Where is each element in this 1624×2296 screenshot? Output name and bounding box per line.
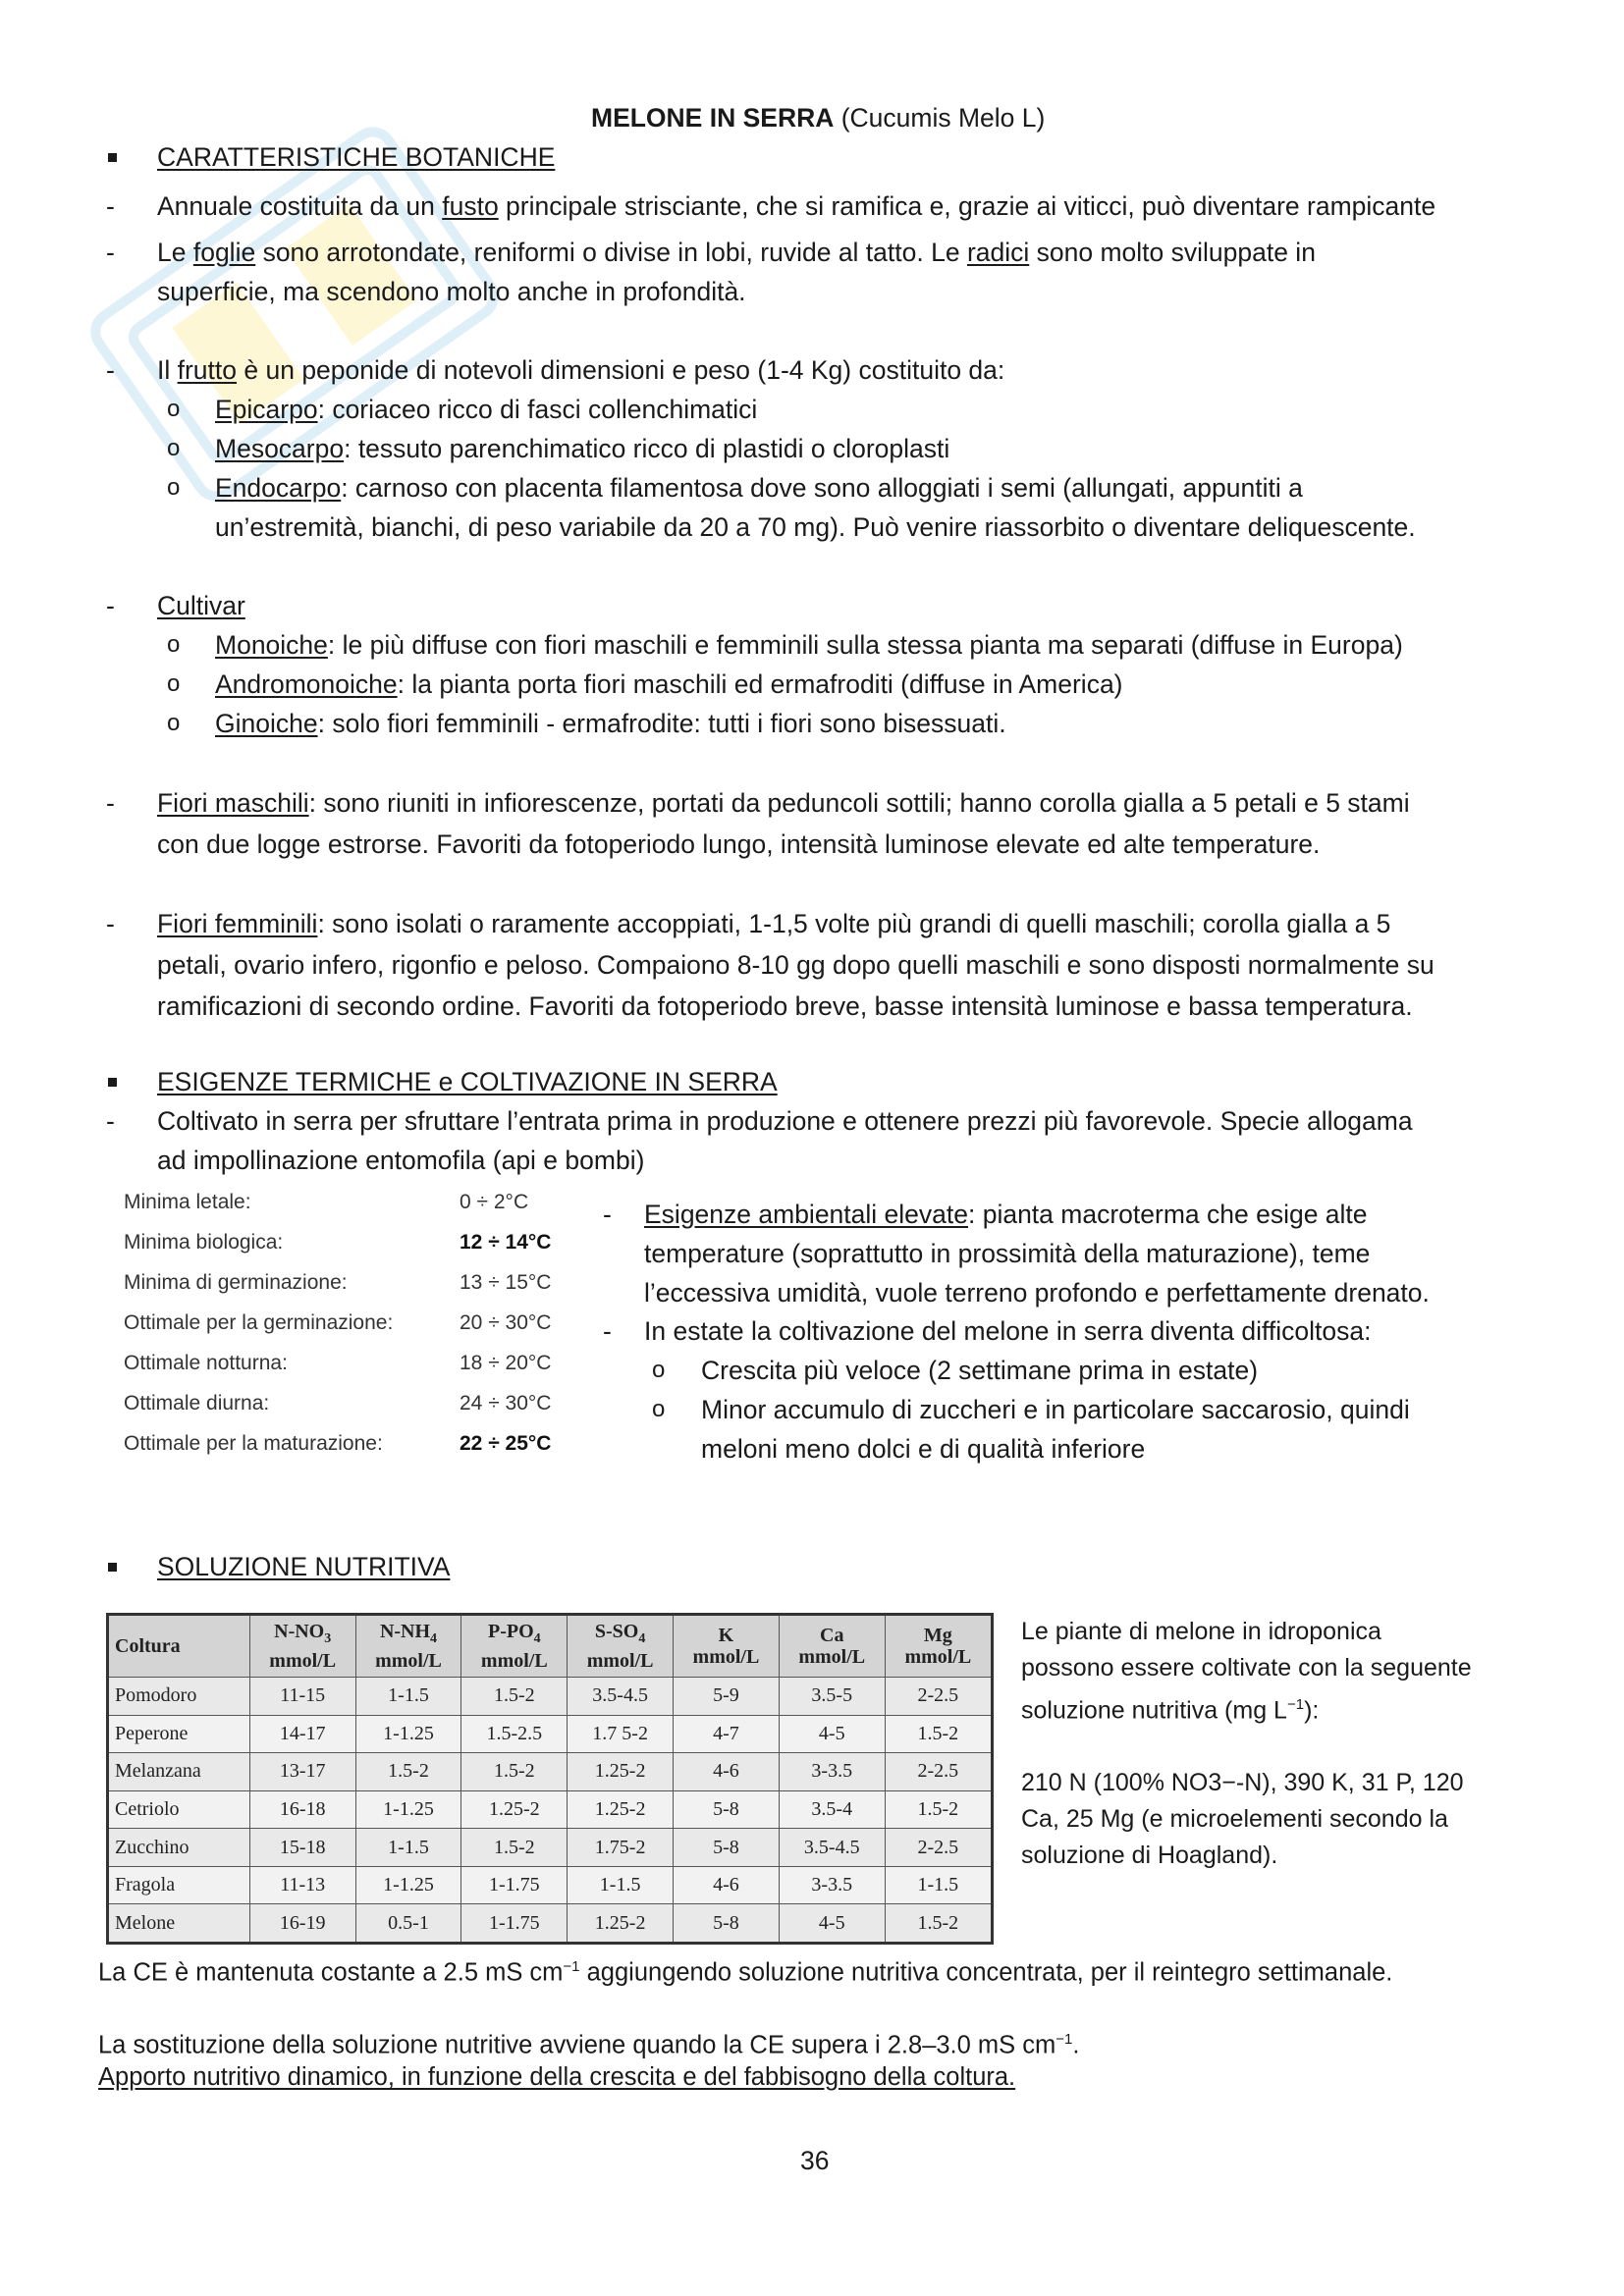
table-cell: 16-19: [249, 1904, 355, 1944]
page-title: MELONE IN SERRA (Cucumis Melo L): [591, 103, 1046, 133]
table-header-cell: [355, 1615, 461, 1678]
hydroponic-note-line: soluzione nutritiva (mg $L^{-1}$):: [1021, 1696, 1320, 1725]
table-cell: 1-1.25: [355, 1866, 461, 1904]
table-cell: 1-1.5: [355, 1829, 461, 1867]
table-cell: 1-1.5: [885, 1866, 992, 1904]
endocarpo-item: Endocarpo: carnoso con placenta filamentosa dove sono alloggiati i semi (allungati, appuntiti a: [215, 473, 1303, 503]
table-cell: 1.5-2: [355, 1753, 461, 1791]
zuccheri-item: Minor accumulo di zuccheri e in particolare saccarosio, quindi: [701, 1395, 1410, 1424]
crop-name-cell: Peperone: [108, 1715, 250, 1753]
header-unit: mmol/L: [480, 1650, 548, 1672]
table-row: [108, 1829, 993, 1867]
table-cell: 3-3.5: [779, 1753, 885, 1791]
temperature-value: 18 ÷ 20°C: [460, 1352, 552, 1374]
hydroponic-note-line: 210 N (100% NO3−-N), 390 K, 31 P, 120: [1021, 1769, 1464, 1797]
temperature-label: Ottimale per la germinazione:: [124, 1311, 394, 1334]
estate-line: In estate la coltivazione del melone in serra diventa difficoltosa:: [644, 1316, 1372, 1346]
table-cell: 1.25-2: [461, 1790, 568, 1829]
circle-bullet: o: [167, 670, 181, 697]
table-cell: 11-15: [249, 1678, 355, 1716]
ce-line-2: La sostituzione della soluzione nutritive avviene quando la CE supera i 2.8–3.0 mS $cm^{-1}$.: [98, 2031, 1080, 2059]
crop-name-cell: Zucchino: [108, 1829, 250, 1867]
temperature-value: 24 ÷ 30°C: [460, 1392, 552, 1415]
endocarpo-item-line2: un’estremità, bianchi, di peso variabile da 20 a 70 mg). Può venire riassorbito o diventare deliquescente.: [215, 512, 1416, 542]
temperature-value: 22 ÷ 25°C: [460, 1432, 552, 1455]
table-cell: 4-6: [674, 1866, 780, 1904]
page-number: 36: [800, 2146, 830, 2175]
dash-bullet: -: [106, 909, 115, 938]
circle-bullet: o: [652, 1357, 666, 1383]
ce-line-3: Apporto nutritivo dinamico, in funzione della crescita e del fabbisogno della coltura.: [98, 2063, 1016, 2091]
esigenze-line1: Coltivato in serra per sfruttare l’entrata prima in produzione e ottenere prezzi più favorevole. Specie allogama: [157, 1106, 1413, 1136]
table-cell: 2-2.5: [885, 1829, 992, 1867]
table-cell: 14-17: [249, 1715, 355, 1753]
table-cell: 3-3.5: [779, 1866, 885, 1904]
table-cell: 1.5-2: [461, 1829, 568, 1867]
crescita-item: Crescita più veloce (2 settimane prima in estate): [701, 1356, 1259, 1385]
header-unit: mmol/L: [586, 1650, 654, 1672]
fiori-femminili-line1: Fiori femminili: sono isolati o raramente accoppiati, 1-1,5 volte più grandi di quelli maschili; corolla gialla a 5: [157, 909, 1391, 938]
table-cell: 0.5-1: [355, 1904, 461, 1944]
table-cell: 1-1.25: [355, 1790, 461, 1829]
ginoiche-item: Ginoiche: solo fiori femminili - ermafrodite: tutti i fiori sono bisessuati.: [215, 709, 1006, 738]
table-cell: 1-1.5: [568, 1866, 674, 1904]
table-row: [108, 1866, 993, 1904]
crop-name-cell: Melanzana: [108, 1753, 250, 1791]
table-header-cell: [108, 1615, 250, 1678]
circle-bullet: o: [167, 631, 181, 658]
header-top: N-NH: [379, 1621, 431, 1642]
table-cell: 1-1.75: [461, 1904, 568, 1944]
table-header-cell: [461, 1615, 568, 1678]
table-cell: 16-18: [249, 1790, 355, 1829]
table-cell: 4-7: [674, 1715, 780, 1753]
table-cell: 1.25-2: [568, 1753, 674, 1791]
temperature-value: 20 ÷ 30°C: [460, 1311, 552, 1334]
header-unit: mmol/L: [798, 1646, 866, 1668]
table-cell: 4-5: [779, 1715, 885, 1753]
header-top: Ca: [820, 1625, 844, 1646]
table-cell: 5-9: [674, 1678, 780, 1716]
section-heading-soluzione: SOLUZIONE NUTRITIVA: [157, 1552, 451, 1581]
botanica-line-2: Le foglie sono arrotondate, reniformi o divise in lobi, ruvide al tatto. Le radici sono molto sviluppate in: [157, 238, 1316, 267]
table-cell: 11-13: [249, 1866, 355, 1904]
table-cell: 3.5-4.5: [568, 1678, 674, 1716]
table-cell: 5-8: [674, 1904, 780, 1944]
temperature-label: Minima biologica:: [124, 1231, 284, 1254]
crop-name-cell: Pomodoro: [108, 1678, 250, 1716]
table-row: [108, 1790, 993, 1829]
table-cell: 3.5-4: [779, 1790, 885, 1829]
section-heading-botanica: CARATTERISTICHE BOTANICHE: [157, 142, 556, 172]
table-header-cell: [779, 1615, 885, 1678]
dash-bullet: -: [106, 788, 115, 818]
fiori-femminili-line3: ramificazioni di secondo ordine. Favoriti da fotoperiodo breve, basse intensità luminose e bassa temperatura.: [157, 991, 1413, 1021]
table-cell: 15-18: [249, 1829, 355, 1867]
hydroponic-note-line: Ca, 25 Mg (e microelementi secondo la: [1021, 1805, 1448, 1834]
header-unit: mmol/L: [375, 1650, 442, 1672]
dash-bullet: -: [106, 1106, 115, 1136]
header-top: N-NO: [274, 1621, 325, 1642]
botanica-line-2b: superficie, ma scendono molto anche in profondità.: [157, 277, 746, 306]
header-top: Mg: [923, 1625, 952, 1646]
header-top: Coltura: [115, 1635, 181, 1657]
circle-bullet: o: [167, 474, 181, 501]
table-cell: 1-1.75: [461, 1866, 568, 1904]
hydroponic-note: [1021, 1614, 1472, 1874]
header-top: S-SO: [594, 1621, 639, 1642]
table-cell: 1.7 5-2: [568, 1715, 674, 1753]
table-row: [108, 1715, 993, 1753]
bullet-square: [108, 1078, 117, 1087]
header-subscript: 4: [533, 1631, 541, 1646]
table-row: [108, 1678, 993, 1716]
table-cell: 1.75-2: [568, 1829, 674, 1867]
table-cell: 1.5-2: [885, 1715, 992, 1753]
andromonoiche-item: Andromonoiche: la pianta porta fiori maschili ed ermafroditi (diffuse in America): [215, 669, 1123, 699]
table-cell: 1-1.5: [355, 1678, 461, 1716]
header-unit: mmol/L: [904, 1646, 972, 1668]
bullet-square: [108, 1563, 117, 1572]
circle-bullet: o: [652, 1396, 666, 1422]
temperature-value: 13 ÷ 15°C: [460, 1271, 552, 1294]
esigenze-ambientali-line3: l’eccessiva umidità, vuole terreno profondo e perfettamente drenato.: [644, 1278, 1430, 1308]
header-unit: mmol/L: [269, 1650, 337, 1672]
circle-bullet: o: [167, 435, 181, 461]
temperature-value: 12 ÷ 14°C: [460, 1231, 552, 1254]
table-cell: 1.5-2: [461, 1753, 568, 1791]
dash-bullet: -: [106, 191, 115, 221]
crop-name-cell: Fragola: [108, 1866, 250, 1904]
table-cell: 4-6: [674, 1753, 780, 1791]
table-cell: 1.5-2: [885, 1790, 992, 1829]
header-top: K: [718, 1625, 734, 1646]
hydroponic-note-line: soluzione di Hoagland).: [1021, 1842, 1278, 1870]
zuccheri-item-line2: meloni meno dolci e di qualità inferiore: [701, 1434, 1146, 1464]
table-header-cell: [674, 1615, 780, 1678]
botanica-line-1: Annuale costituita da un fusto principale strisciante, che si ramifica e, grazie ai viticci, può diventare rampicante: [157, 191, 1436, 221]
temperature-label: Minima letale:: [124, 1191, 251, 1213]
circle-bullet: o: [167, 710, 181, 736]
temperature-value: 0 ÷ 2°C: [460, 1191, 529, 1213]
crop-name-cell: Cetriolo: [108, 1790, 250, 1829]
fiori-femminili-line2: petali, ovario infero, rigonfio e peloso. Compaiono 8-10 gg dopo quelli maschili e sono disposti normalmente su: [157, 950, 1435, 980]
table-header-cell: [885, 1615, 992, 1678]
frutto-line: Il frutto è un peponide di notevoli dimensioni e peso (1-4 Kg) costituito da:: [157, 355, 1005, 385]
table-cell: 3.5-5: [779, 1678, 885, 1716]
fiori-maschili-line2: con due logge estrorse. Favoriti da fotoperiodo lungo, intensità luminose elevate ed alte temperature.: [157, 829, 1321, 859]
cultivar-heading: Cultivar: [157, 591, 245, 620]
temperature-label: Minima di germinazione:: [124, 1271, 348, 1294]
table-cell: 1.5-2: [461, 1678, 568, 1716]
header-subscript: 4: [430, 1631, 438, 1646]
dash-bullet: -: [106, 355, 115, 385]
circle-bullet: o: [167, 396, 181, 422]
table-cell: 1.25-2: [568, 1790, 674, 1829]
table-cell: 5-8: [674, 1790, 780, 1829]
ce-line-1: La CE è mantenuta costante a 2.5 mS $cm^{-1}$ aggiungendo soluzione nutritiva concentrata, per il reintegro settimanale.: [98, 1958, 1393, 1987]
temperature-label: Ottimale notturna:: [124, 1352, 288, 1374]
table-row: [108, 1904, 993, 1944]
table-cell: 1.25-2: [568, 1904, 674, 1944]
nutrient-table: [106, 1613, 994, 1945]
header-unit: mmol/L: [692, 1646, 760, 1668]
dash-bullet: -: [106, 238, 115, 267]
table-cell: 3.5-4.5: [779, 1829, 885, 1867]
table-cell: 4-5: [779, 1904, 885, 1944]
hydroponic-note-line: Le piante di melone in idroponica: [1021, 1618, 1381, 1645]
bullet-square: [108, 153, 117, 162]
dash-bullet: -: [603, 1200, 612, 1229]
table-header-cell: [568, 1615, 674, 1678]
header-top: P-PO: [487, 1621, 534, 1642]
temperature-label: Ottimale diurna:: [124, 1392, 270, 1415]
table-cell: 5-8: [674, 1829, 780, 1867]
header-subscript: 3: [324, 1631, 332, 1646]
table-row: [108, 1753, 993, 1791]
monoiche-item: Monoiche: le più diffuse con fiori maschili e femminili sulla stessa pianta ma separati (diffuse in Europa): [215, 630, 1403, 660]
mesocarpo-item: Mesocarpo: tessuto parenchimatico ricco di plastidi o cloroplasti: [215, 434, 950, 463]
hydroponic-note-line: possono essere coltivate con la seguente: [1021, 1654, 1472, 1682]
temperature-label: Ottimale per la maturazione:: [124, 1432, 383, 1455]
esigenze-ambientali-line2: temperature (soprattutto in prossimità della maturazione), teme: [644, 1239, 1371, 1268]
esigenze-line1b: ad impollinazione entomofila (api e bombi): [157, 1146, 645, 1175]
table-cell: 2-2.5: [885, 1753, 992, 1791]
esigenze-ambientali-line1: Esigenze ambientali elevate: pianta macroterma che esige alte: [644, 1200, 1368, 1229]
table-cell: 1-1.25: [355, 1715, 461, 1753]
epicarpo-item: Epicarpo: coriaceo ricco di fasci collenchimatici: [215, 395, 758, 424]
crop-name-cell: Melone: [108, 1904, 250, 1944]
dash-bullet: -: [603, 1316, 612, 1346]
table-cell: 13-17: [249, 1753, 355, 1791]
dash-bullet: -: [106, 591, 115, 620]
header-subscript: 4: [638, 1631, 646, 1646]
table-cell: 1.5-2: [885, 1904, 992, 1944]
table-header-cell: [249, 1615, 355, 1678]
table-cell: 1.5-2.5: [461, 1715, 568, 1753]
section-heading-esigenze: ESIGENZE TERMICHE e COLTIVAZIONE IN SERRA: [157, 1067, 778, 1096]
table-cell: 2-2.5: [885, 1678, 992, 1716]
fiori-maschili-line1: Fiori maschili: sono riuniti in infiorescenze, portati da peduncoli sottili; hanno corolla gialla a 5 petali e 5 stami: [157, 788, 1410, 818]
